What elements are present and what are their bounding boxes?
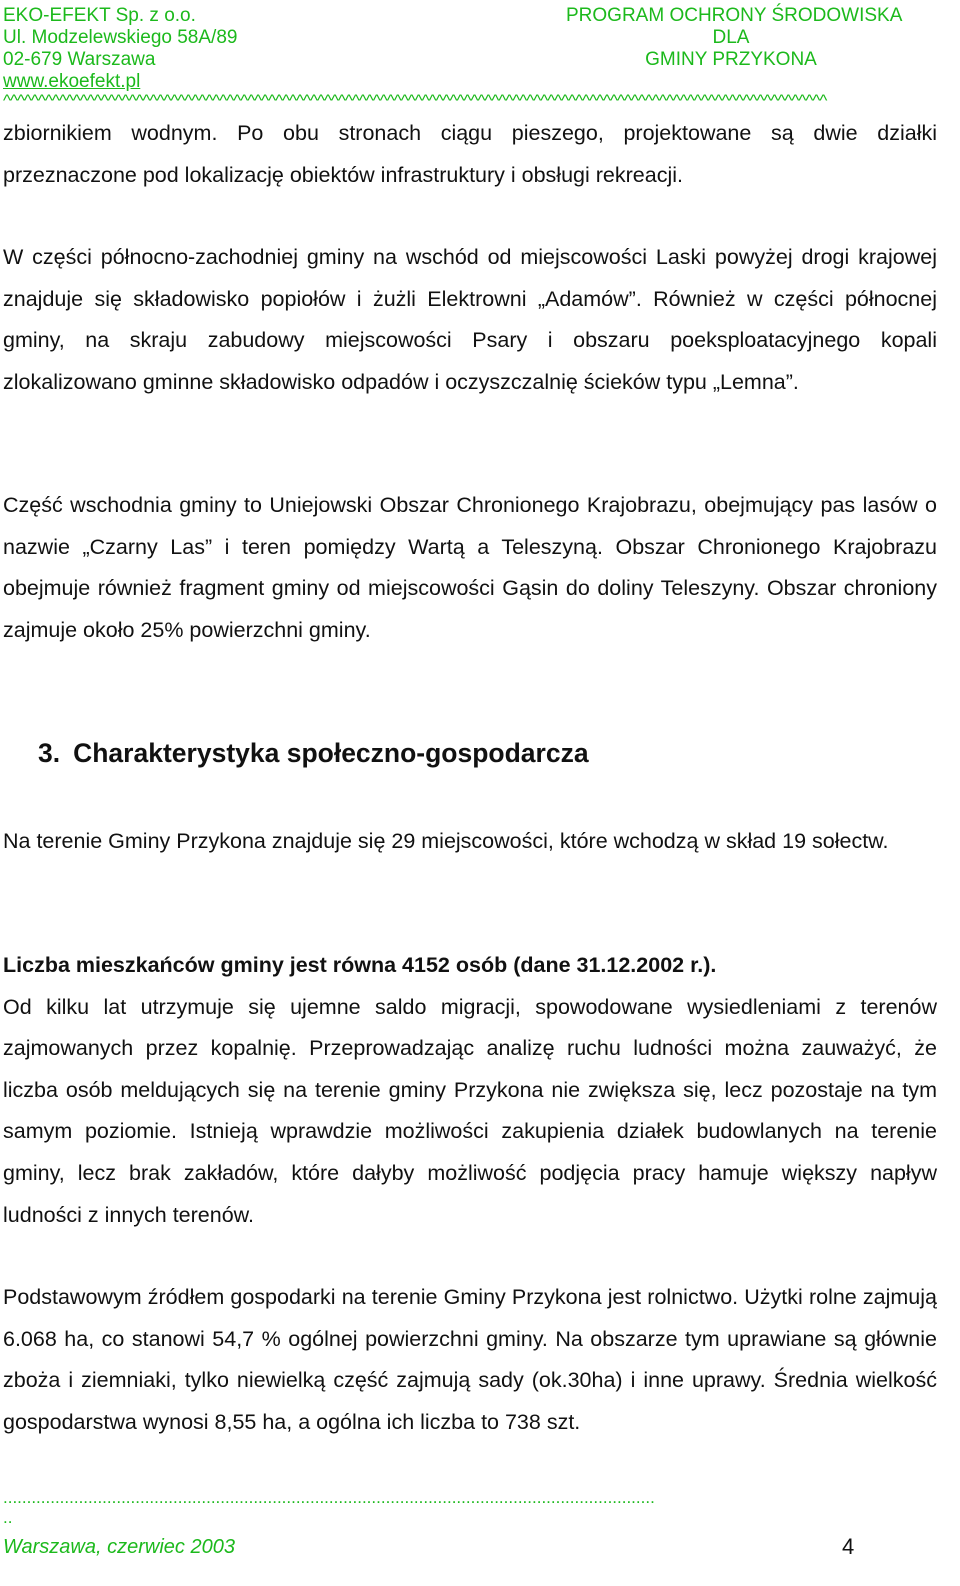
footer-divider: .......................................................................................................................................... .. [3,1488,655,1527]
header-program-title [566,5,903,71]
header-company-block [3,5,237,93]
page-number: 4 [842,1534,855,1559]
program-title-line3: GMINY PRZYKONA [645,49,817,70]
paragraph-2: W części północno-zachodniej gminy na wschód od miejscowości Laski powyżej drogi krajowej znajduje się składowisko popiołów i żużli Elektrowni „Adamów”. Również w części północnej gminy, na skraju zabudowy miejscowości Psary i obszaru poeksploatacyjnego kopali zlokalizowano gminne składowisko odpadów i oczyszczalnię ścieków typu „Lemna”. [3,245,937,394]
section-number: 3. [38,738,61,768]
footer-date: Warszawa, czerwiec 2003 [3,1536,235,1558]
company-street: Ul. Modzelewskiego 58A/89 [3,27,238,48]
company-city: 02-679 Warszawa [3,49,156,70]
company-website-link[interactable]: www.ekoefekt.pl [3,71,141,92]
paragraph-1: zbiornikiem wodnym. Po obu stronach ciągu pieszego, projektowane są dwie działki przeznaczone pod lokalizację obiektów infrastruktury i obsługi rekreacji. [3,121,937,187]
header-divider: ^^^^^^^^^^^^^^^^^^^^^^^^^^^^^^^^^^^^^^^^^^^^^^^^^^^^^^^^^^^^^^^^^^^^^^^^^^^^^^^^^^^^^^^^^^^^^^^^^^^^^^^^^^^^^^^^^^^^^^ [3,92,827,110]
program-title-line2: DLA [712,27,750,48]
paragraph-4: Na terenie Gminy Przykona znajduje się 29 miejscowości, które wchodzą w skład 19 sołectw. [3,829,889,853]
population-statement: Liczba mieszkańców gminy jest równa 4152 osób (dane 31.12.2002 r.). [3,953,717,977]
program-title-line1: PROGRAM OCHRONY ŚRODOWISKA [566,5,903,26]
paragraph-5-body: Od kilku lat utrzymuje się ujemne saldo migracji, spowodowane wysiedleniami z terenów zajmowanych przez kopalnię. Przeprowadzając analizę ruchu ludności można zauważyć, że liczba osób meldujących się na terenie gminy Przykona nie zwiększa się, lecz pozostaje na tym samym poziomie. Istnieją wprawdzie możliwości zakupienia działek budowlanych na terenie gminy, lecz brak zakładów, które dałyby możliwość podjęcia pracy hamuje większy napływ ludności z innych terenów. [3,994,937,1227]
company-name: EKO-EFEKT Sp. z o.o. [3,5,196,26]
section-heading [38,738,589,769]
section-title: Charakterystyka społeczno-gospodarcza [73,738,589,768]
paragraph-3: Część wschodnia gminy to Uniejowski Obszar Chronionego Krajobrazu, obejmujący pas lasów o nazwie „Czarny Las” i teren pomiędzy Wartą a Teleszyną. Obszar Chronionego Krajobrazu obejmuje również fragment gminy od miejscowości Gąsin do doliny Teleszyny. Obszar chroniony zajmuje około 25% powierzchni gminy. [3,493,937,642]
paragraph-5 [3,945,937,1236]
paragraph-6: Podstawowym źródłem gospodarki na terenie Gminy Przykona jest rolnictwo. Użytki rolne zajmują 6.068 ha, co stanowi 54,7 % ogólnej powierzchni gminy. Na obszarze tym uprawiane są głównie zboża i ziemniaki, tylko niewielką część zajmują sady (ok.30ha) i inne uprawy. Średnia wielkość gospodarstwa wynosi 8,55 ha, a ogólna ich liczba to 738 szt. [3,1285,937,1434]
